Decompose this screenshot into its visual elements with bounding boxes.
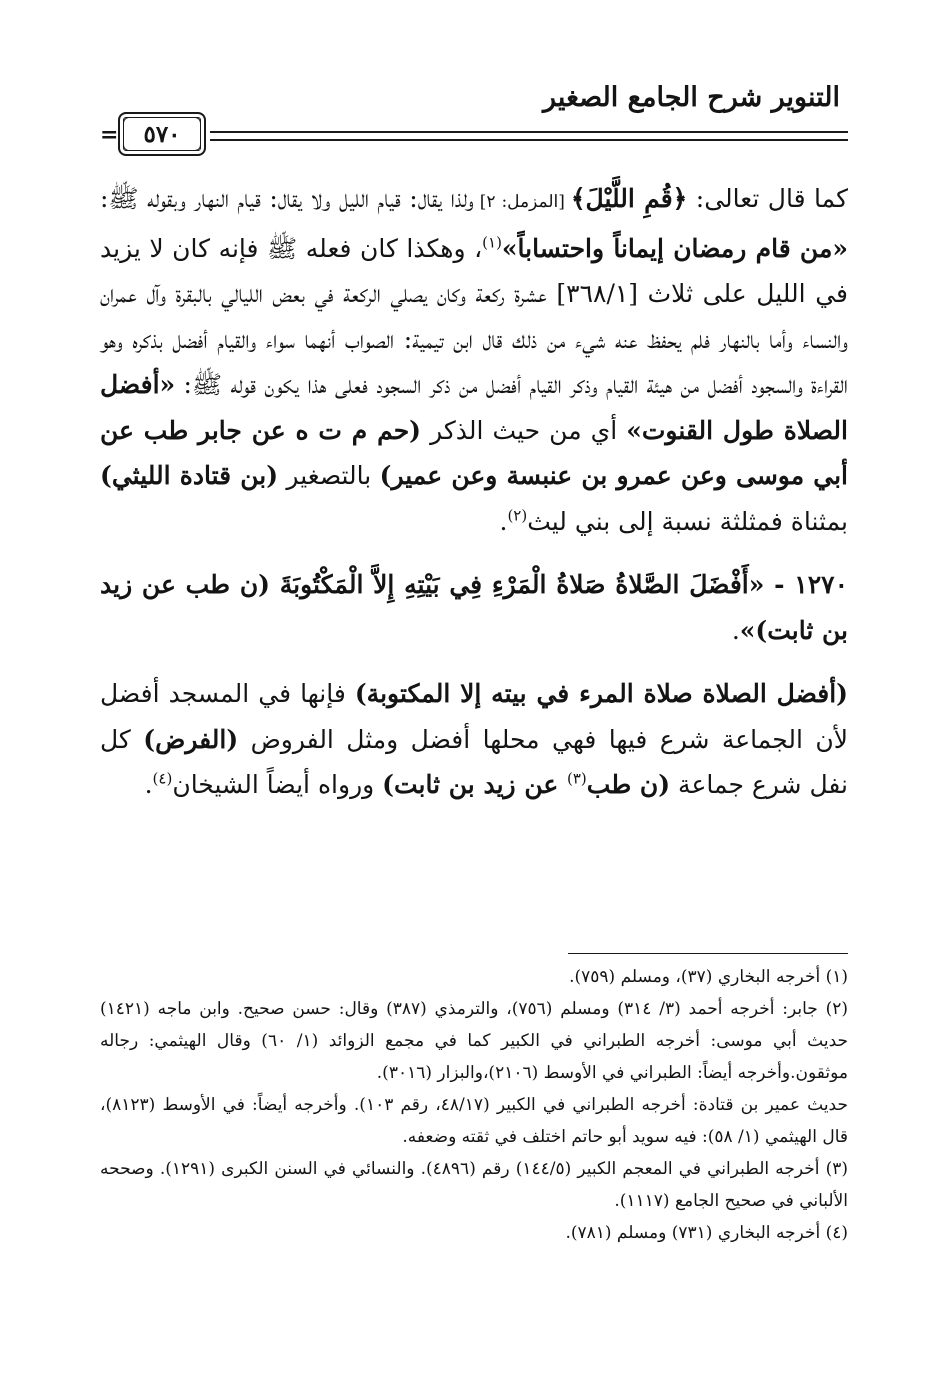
text-run: . bbox=[499, 506, 508, 536]
header-edge-mark: = bbox=[100, 122, 119, 148]
commentary-paragraph-2 bbox=[100, 671, 848, 808]
text-run: . bbox=[144, 770, 153, 799]
text-run: كل نفل شرع جماعة bbox=[100, 724, 848, 799]
header-rule bbox=[210, 131, 848, 133]
footnote-4: (٤) أخرجه البخاري (٧٣١) ومسلم (٧٨١). bbox=[565, 1223, 848, 1243]
hadith-entry-1270 bbox=[100, 562, 848, 653]
main-text bbox=[100, 176, 848, 808]
text-run: كما قال تعالى: bbox=[687, 184, 848, 213]
footnote-marker-3: (٣) bbox=[566, 769, 587, 788]
source-codes-2: (بن قتادة الليثي) bbox=[100, 461, 279, 490]
page-number-text: ٥٧٠ bbox=[143, 120, 181, 148]
footnote-marker-1: (١) bbox=[482, 233, 502, 252]
text-run: فإنها في المسجد أفضل لأن الجماعة شرع فيها فهي محلها أفضل ومثل الفروض bbox=[100, 679, 848, 754]
verse-reference: [المزمل: ٢] bbox=[473, 192, 571, 212]
hadith-number: ١٢٧٠ - bbox=[764, 570, 848, 599]
text-run: . bbox=[731, 615, 740, 645]
term-fard: (الفرض) bbox=[143, 724, 239, 754]
commentary-paragraph-1 bbox=[100, 176, 848, 544]
source-codes: (حم م ت ه عن جابر طب عن أبي موسى وعن عمرو بن عنبسة وعن عمير) bbox=[100, 415, 848, 490]
source-codes: (ن طب bbox=[586, 770, 671, 799]
text-run: بمثناة فمثلثة نسبة إلى بني ليث bbox=[527, 506, 848, 536]
text-run: أي من حيث الذكر bbox=[421, 415, 627, 445]
text-run: ورواه أيضاً الشيخان bbox=[172, 770, 383, 799]
footnotes bbox=[100, 961, 848, 1249]
footnote-marker-2: (٢) bbox=[507, 506, 528, 525]
text-run: ، وهكذا كان فعله ﷺ فإنه كان لا يزيد في الليل على ثلاث [٣٦٨/١] عشرة ركعة وكان يصلي الركعة في بعض الليالي بالبقرة وآل عمران والنساء وأما بالنهار فلم يحفظ عنه شيء من ذلك قال ابن تيمية: الصواب أنهما سواء والقيام أفضل بذكره وهو القراءة والسجود أفضل من هيئة القيام وذكر القيام أفضل من ذكر السجود فعلى هذا يكون قوله ﷺ: bbox=[100, 233, 848, 399]
footnote-separator bbox=[568, 953, 848, 954]
text-run: بالتصغير bbox=[278, 461, 380, 490]
quran-verse: ﴿قُمِ اللَّيْلَ﴾ bbox=[570, 184, 688, 213]
footnote-2: (٢) جابر: أخرجه أحمد (٣/ ٣١٤) ومسلم (٧٥٦)، والترمذي (٣٨٧) وقال: حسن صحيح. وابن ماجه (١٤٢١) حديث أبي موسى: أخرجه الطبراني في الكبير كما في مجمع الزوائد (١/ ٦٠) وقال الهيثمي: رجاله موثقون.وأخرجه أيضاً: الطبراني في الأوسط (٢١٠٦)،والبزار (٣٠١٦). bbox=[100, 999, 849, 1083]
source-codes-2: عن زيد بن ثابت) bbox=[382, 770, 567, 799]
hadith-text: «أَفْضَلَ الصَّلاةُ صَلاةُ الْمَرْءِ فِي بَيْتِهِ إِلاَّ الْمَكْتُوبَةَ (ن طب عن زيد بن ثابت)» bbox=[100, 570, 848, 645]
header-rule-double bbox=[210, 139, 848, 141]
hadith-lead: (أفضل الصلاة صلاة المرء في بيته إلا المكتوبة) bbox=[354, 679, 848, 708]
text-run: ولذا يقال: قيام الليل ولا يقال: قيام النهار وبقوله ﷺ: bbox=[100, 184, 474, 213]
hadith-quote-2: «أفضل الصلاة طول القنوت» bbox=[100, 370, 848, 445]
footnote-3: (٣) أخرجه الطبراني في المعجم الكبير (١٤٤/٥) رقم (٤٨٩٦). والنسائي في السنن الكبرى (١٢٩١). وصححه الألباني في صحيح الجامع (١١١٧). bbox=[100, 1159, 848, 1211]
footnote-1: (١) أخرجه البخاري (٣٧)، ومسلم (٧٥٩). bbox=[569, 967, 848, 987]
footnote-marker-4: (٤) bbox=[152, 769, 173, 788]
footnote-2-continued: حديث عمير بن قتادة: أخرجه الطبراني في الكبير (٤٨/١٧، رقم ١٠٣). وأخرجه أيضاً: في الأوسط (٨١٢٣)، قال الهيثمي (١/ ٥٨): فيه سويد أبو حاتم اختلف في ثقته وضعفه. bbox=[100, 1095, 848, 1147]
hadith-quote: «من قام رمضان إيماناً واحتساباً» bbox=[501, 233, 848, 263]
running-title: التنوير شرح الجامع الصغير bbox=[543, 82, 840, 113]
page-number bbox=[118, 112, 206, 156]
